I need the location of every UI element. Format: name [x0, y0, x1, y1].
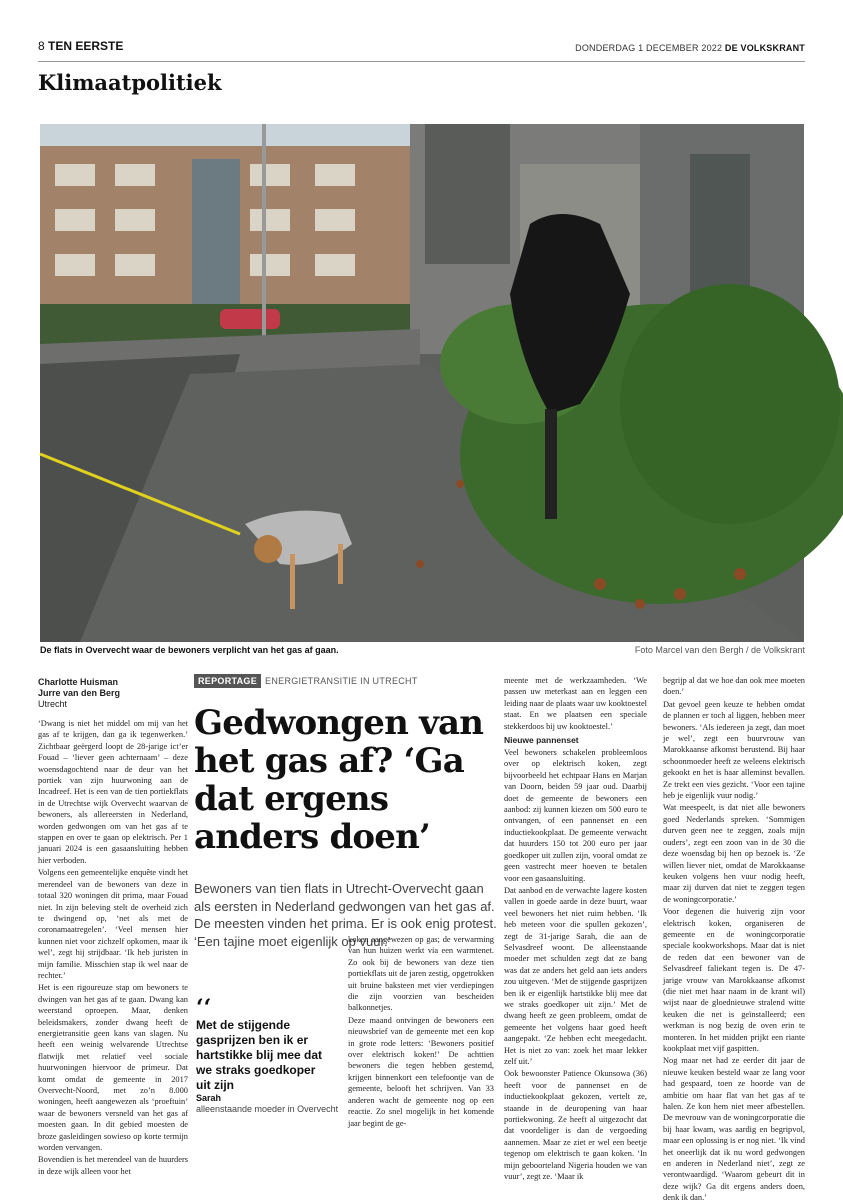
photo-illustration — [40, 124, 804, 642]
date-text: DONDERDAG 1 DECEMBER 2022 — [575, 43, 723, 53]
paragraph: begrijp al dat we hoe dan ook mee moeten doen.’ — [663, 676, 805, 697]
paragraph: Volgens een gemeentelijke enquête vindt het merendeel van de bewoners van deze in totaal 320 woningen dit prima, maar Fouad niet. In zijn beleving stelt de overheid zich te dwingend op, ‘net als met de coronamaatregelen’. ‘Veel mensen hier kunnen niet voor zichzelf opkomen, maar ik wel’, zegt hij strijdbaar. ‘Ik heb juristen in mijn familie. Misschien stap ik wel naar de rechter.’ — [38, 868, 188, 980]
paragraph: Ook bewoonster Patience Okunsowa (36) heeft voor de pannenset en de inductiekookplaat gekozen, vertelt ze, staande in de deuropening van haar portiekwoning. Ze heeft al uitgezocht dat dat voordeliger is dan de vergoeding aannemen. Maar ze ziet er wel een beetje tegenop om elektrisch te gaan koken. ‘In mijn geboorteland Nigeria houden we van vuur’, zegt ze. ‘Maar ik — [504, 1069, 647, 1182]
paragraph: Deze maand ontvingen de bewoners een nieuwsbrief van de gemeente met een kop in grote rode letters: ‘Bewoners positief over elektrisch koken!’ De achttien bewoners die tegen hebben gestemd, krijgen binnenkort een telefoontje van de gemeente, belooft het schrijven. Van 33 anderen wacht de gemeente nog op een reactie. Zo snel mogelijk in het komende jaar begint de ge- — [348, 1015, 494, 1128]
body-column-1 — [38, 718, 188, 1176]
paragraph: ‘Dwang is niet het middel om mij van het gas af te krijgen, dan ga ik tegenwerken.’ Zichtbaar geërgerd loopt de 28-jarige ict’er Fouad – ‘liever geen achternaam’ – deze woensdagochtend naar de deur van het portiek van zijn huurwoning aan de Incadreef. Het is een van de tien portiekflats in de Utrechtse wijk Overvecht waarvan de bewoners, als allereersten in Nederland, worden gedwongen om van het gas af te stappen en over te gaan op elektrisch. Per 1 januari 2024 is een gasaansluiting hebben hier verboden. — [38, 719, 188, 865]
quote-mark-icon: ‘‘ — [196, 995, 212, 1021]
header-rule — [38, 61, 805, 62]
page-number: 8 — [38, 39, 45, 53]
pullquote-role: alleenstaande moeder in Overvecht — [196, 1104, 339, 1114]
author-1: Charlotte Huisman — [38, 677, 119, 687]
paragraph: Veel bewoners schakelen probleemloos over op elektrisch koken, zegt bijvoorbeeld het echtpaar Hans en Marjan van Doorn, beiden 59 jaar oud. Daarbij doet de gemeente de bewoners een aanbod: zij kunnen kiezen om 500 euro te ontvangen, of een pannenset en een inductiekookplaat. De gemeente verwacht dat huurders 150 tot 200 euro per jaar goedkoper uit zullen zijn, vooral omdat ze geen vastrecht meer hoeven te betalen voor een gasaansluiting. — [504, 748, 647, 883]
byline — [38, 677, 185, 710]
pullquote-name: Sarah — [196, 1093, 222, 1103]
body-column-3 — [504, 675, 647, 1182]
author-2: Jurre van den Berg — [38, 688, 121, 698]
headline: Gedwongen van het gas af? ‘Ga dat ergens anders doen’ — [194, 703, 484, 857]
kicker — [194, 674, 418, 688]
photo-credit: Foto Marcel van den Bergh / de Volkskrant — [634, 645, 805, 655]
byline-location: Utrecht — [38, 699, 68, 709]
body-column-4 — [663, 675, 805, 1203]
paper-name: DE VOLKSKRANT — [724, 43, 805, 53]
body-column-2 — [348, 934, 494, 1170]
page-section-header — [38, 39, 123, 53]
kicker-label: REPORTAGE — [194, 674, 261, 688]
paragraph: meente met de werkzaamheden. ‘We passen uw meterkast aan en leggen een leiding naar de plaats waar uw kooktoestel staat. En we plaatsen een speciale stekkerdoos bij uw kooktoestel.’ — [504, 676, 647, 731]
paragraph: Bovendien is het merendeel van de huurders in deze wijk alleen voor het — [38, 1155, 188, 1176]
paragraph: Nog maar net had ze eerder dit jaar de nieuwe keuken besteld waar ze lang voor had gespaard, toen ze hoorde van de ambitie om haar flat van het gas af te halen. Ze kon hem niet meer afbestellen. De mevrouw van de woningcorporatie die bij haar kwam, was aardig en begripvol, maar een oplossing is er nog niet. ‘Ik vind het oneerlijk dat ik nu word gedwongen en anderen in Nederland niet’, zegt ze verontwaardigd. ‘Waarom gebeurt dit in deze wijk? Ga dit ergens anders doen, denk ik dan.’ — [663, 1056, 805, 1203]
paragraph: koken aangewezen op gas; de verwarming van hun huizen werkt via een warmtenet. Zo ook bij de bewoners van deze tien portiekflats uit de jaren zestig, opgetrokken uit bruine baksteen met vier verdiepingen die zijn voorzien van bescheiden balkonnetjes. — [348, 935, 494, 1013]
paragraph: Wat meespeelt, is dat niet alle bewoners goed Nederlands spreken. ‘Sommigen durven geen nee te zeggen, zoals mijn ouders’, zegt een zoon van in de 30 die deze woensdag bij hen op bezoek is. ‘Ze willen liever niet, omdat de Marokkaanse keuken volgens hen vuur nodig heeft, maar zij durven dat niet te zeggen tegen de woningcorporatie.’ — [663, 803, 805, 904]
pullquote-text: Met de stijgende gasprijzen ben ik er hartstikke blij mee dat we straks goedkoper uit zijn — [196, 1018, 323, 1092]
intro-text: Bewoners van tien flats in Utrecht-Overvecht gaan als eersten in Nederland gedwongen van het gas af. De meesten vinden het prima. Er is ook enig protest. ‘Een tajine moet eigenlijk op vuur.’ — [194, 881, 497, 949]
article-photo — [40, 124, 804, 642]
section-label: TEN EERSTE — [48, 39, 124, 53]
kicker-topic: ENERGIETRANSITIE IN UTRECHT — [265, 676, 418, 686]
subheading: Nieuwe pannenset — [504, 735, 579, 746]
paragraph: Voor degenen die huiverig zijn voor elektrisch koken, organiseren de gemeente en de woningcorporatie speciale kookworkshops. Maar dat is niet de reden dat een bewoner van de Selvasdreef faliekant tegen is. De 47-jarige vrouw van Marokkaanse afkomst (die niet met haar naam in de krant wil) wijst naar de gloednieuwe stralend witte keuken die net is geïnstalleerd; een werkman is nog bezig de oven erin te monteren. In het midden prijkt een riante kookplaat met vijf gaspitten. — [663, 907, 805, 1053]
section-title: Klimaatpolitiek — [38, 70, 222, 95]
dateline — [575, 42, 805, 54]
paragraph: Dat aanbod en de verwachte lagere kosten vallen in goede aarde in deze buurt, waar veel bewoners het niet ruim hebben. ‘Ik heb meteen voor die spullen gekozen’, zegt de 31-jarige Sarah, die aan de Selvasdreef woont. De alleenstaande moeder met schulden zegt dat ze bang was dat ze anders het geld aan iets anders zou uitgeven. ‘Met de stijgende gasprijzen ben ik er eigenlijk hartstikke blij mee dat we straks goedkoper uit zijn.’ Met de dwang heeft ze geen probleem, omdat de gemeente het volgens haar goed heeft aangepakt. ‘Ze hebben echt meegedacht. Het is niet zo van: zoek het maar lekker zelf uit.’ — [504, 885, 647, 1066]
paragraph: Dat gevoel geen keuze te hebben omdat de plannen er toch al liggen, hebben meer bewoners. ‘Als iedereen ja zegt, dan moet je wel’, zegt een buurvrouw van Marokkaanse afkomst berustend. Bij haar schoonmoeder heeft ze weleens elektrisch gekookt en het is haar alleminst bevallen. Ze trekt een vies gezicht. ‘Voor een tajine heb je eigenlijk vuur nodig.’ — [663, 699, 805, 801]
paragraph: Het is een rigoureuze stap om bewoners te dwingen van het gas af te gaan. Dwang kan weerstand oproepen. Maar, denken beleidsmakers, zonder dwang heeft de energietransitie geen kans van slagen. Nu heeft een weinig welvarende Utrechtse flatwijk met relatief veel sociale huurwoningen hiervoor de primeur. Dat komt omdat de gemeente in 2017 Overvecht-Noord, met zo’n 8.000 woningen, heeft aangewezen als ‘proeftuin’ waar de bewoners versneld van het gas af moesten gaan. In dit gebied moesten de broze gasleidingen sowieso op korte termijn worden vervangen. — [38, 983, 188, 1153]
photo-caption: De flats in Overvecht waar de bewoners verplicht van het gas af gaan. — [40, 645, 339, 655]
